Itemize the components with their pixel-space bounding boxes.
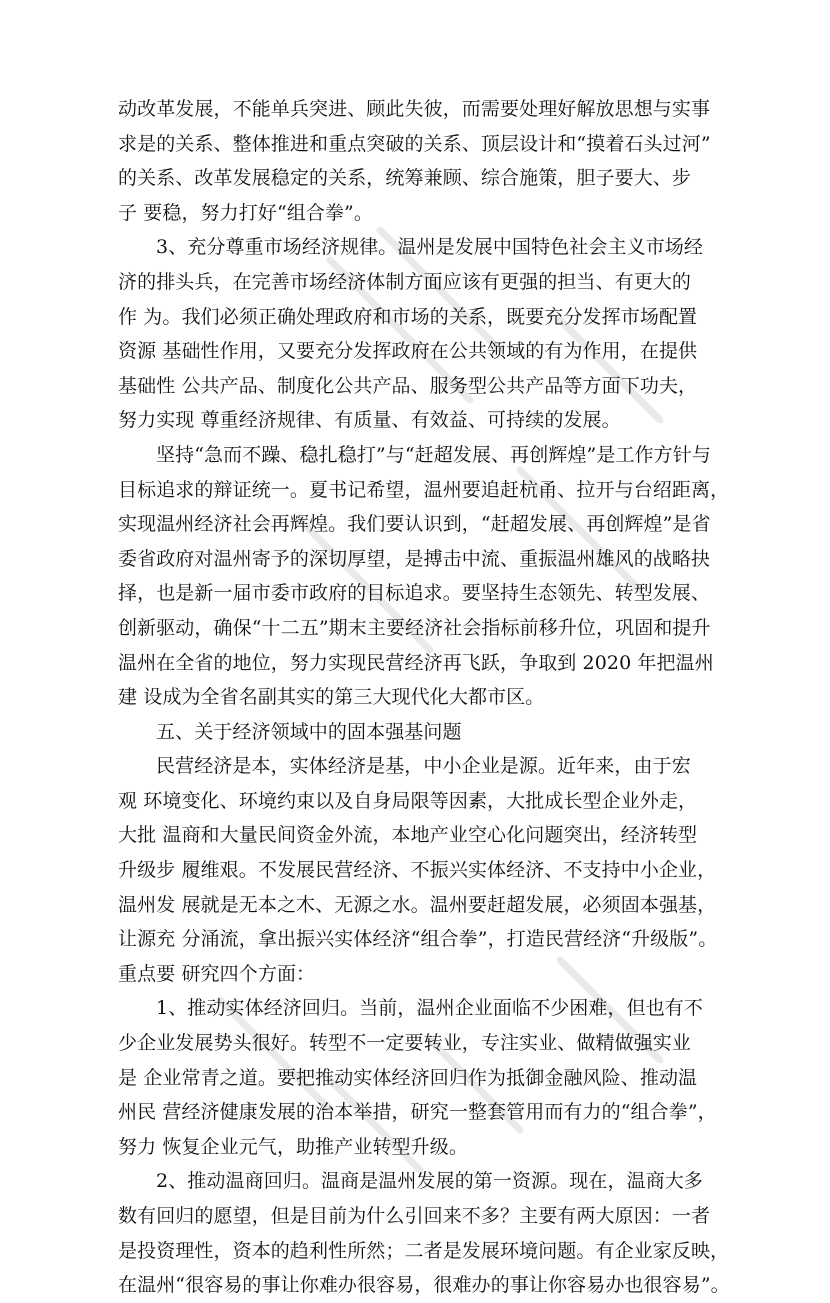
text-line: 建 设成为全省名副其实的第三大现代化大都市区。: [118, 686, 545, 709]
text-line: 动改革发展，不能单兵突进、顾此失彼，而需要处理好解放思想与实事: [118, 98, 711, 120]
text-line: 委省政府对温州寄予的深切厚望，是搏击中流、重振温州雄风的战略抉: [118, 547, 711, 570]
text-line: 努力 恢复企业元气，助推产业转型升级。: [118, 1135, 468, 1158]
text-line: 是 企业常青之道。要把推动实体经济回归作为抵御金融风险、推动温: [118, 1066, 698, 1089]
text-line: 让源充 分涌流，拿出振兴实体经济“组合拳”，打造民营经济“升级版”。: [118, 928, 718, 951]
text-line: 基础性 公共产品、制度化公共产品、服务型公共产品等方面下功夫，: [118, 374, 698, 397]
text-line: 坚持“急而不躁、稳扎稳打”与“赶超发展、再创辉煌”是工作方针与: [156, 443, 711, 466]
text-line: 1、推动实体经济回归。当前，温州企业面临不少困难，但也有不: [156, 997, 703, 1020]
text-line: 升级步 履维艰。不发展民营经济、不振兴实体经济、不支持中小企业，: [118, 859, 717, 882]
text-line: 济的排头兵，在完善市场经济体制方面应该有更强的担当、有更大的: [118, 270, 692, 293]
text-line: 温州在全省的地位，努力实现民营经济再飞跃，争取到 2020 年把温州: [118, 651, 714, 674]
text-line: 五、关于经济领域中的固本强基问题: [156, 720, 462, 743]
text-line: 数有回归的愿望，但是目前为什么引回来不多？主要有两大原因：一者: [118, 1205, 711, 1227]
document-body: [118, 92, 740, 1303]
text-line: 资源 基础性作用，又要充分发挥政府在公共领域的有为作用，在提供: [118, 340, 698, 363]
text-line: 民营经济是本，实体经济是基，中小企业是源。近年来，由于宏: [156, 755, 691, 778]
text-line: 少企业发展势头很好。转型不一定要转业，专注实业、做精做强实业: [118, 1032, 692, 1055]
text-line: 重点要 研究四个方面：: [118, 962, 316, 985]
text-line: 大批 温商和大量民间资金外流，本地产业空心化问题突出，经济转型: [118, 824, 698, 847]
text-line: 择，也是新一届市委市政府的目标追求。要坚持生态领先、转型发展、: [118, 582, 711, 605]
text-line: 求是的关系、整体推进和重点突破的关系、顶层设计和“摸着石头过河”: [118, 132, 711, 155]
text-line: 实现温州经济社会再辉煌。我们要认识到，“赶超发展、再创辉煌”是省: [118, 513, 711, 536]
text-line: 创新驱动，确保“十二五”期末主要经济社会指标前移升位，巩固和提升: [118, 616, 711, 639]
text-line: 作 为。我们必须正确处理政府和市场的关系，既要充分发挥市场配置: [118, 305, 698, 328]
text-line: 努力实现 尊重经济规律、有质量、有效益、可持续的发展。: [118, 409, 621, 432]
text-line: 目标追求的辩证统一。夏书记希望，温州要追赶杭甬、拉开与台绍距离，: [118, 478, 730, 501]
text-line: 在温州“很容易的事让你难办很容易，很难办的事让你容易办也很容易”。: [118, 1274, 730, 1297]
text-line: 3、充分尊重市场经济规律。温州是发展中国特色社会主义市场经: [156, 236, 703, 259]
text-line: 观 环境变化、环境约束以及自身局限等因素，大批成长型企业外走，: [118, 789, 698, 812]
text-line: 是投资理性，资本的趋利性所然；二者是发展环境问题。有企业家反映，: [118, 1239, 730, 1262]
text-line: 的关系、改革发展稳定的关系，统筹兼顾、综合施策，胆子要大、步: [118, 167, 692, 190]
text-line: 温州发 展就是无本之木、无源之水。温州要赶超发展，必须固本强基，: [118, 893, 717, 916]
text-line: 州民 营经济健康发展的治本举措，研究一整套管用而有力的“组合拳”，: [118, 1101, 717, 1124]
text-line: 子 要稳，努力打好“组合拳”。: [118, 201, 373, 224]
text-line: 2、推动温商回归。温商是温州发展的第一资源。现在，温商大多: [156, 1170, 703, 1193]
